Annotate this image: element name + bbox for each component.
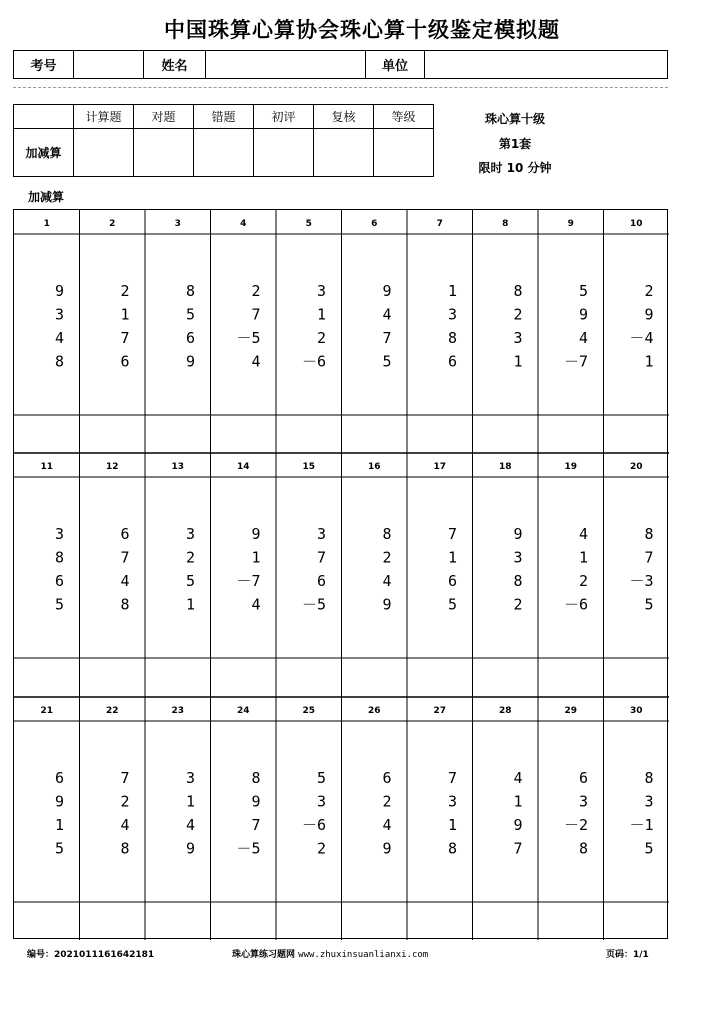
problem-operand: 4 [120,572,130,590]
problem-operand: 1 [578,548,588,567]
answer-cell[interactable] [82,660,144,695]
problem-operand: 9 [513,816,523,834]
problem-operand: 1 [54,816,64,834]
problem-operand: 5 [185,305,195,324]
header-first-review: 初评 [254,105,314,129]
problem-number: 21 [40,706,54,716]
problem-operand: 1 [644,352,654,371]
problem-operand: 2 [644,282,654,300]
problem-operand: －4 [629,329,654,347]
problem-number: 18 [498,462,512,472]
problem-operand: 6 [185,329,195,347]
footer-site [232,947,428,960]
problem-operand: 1 [251,548,261,567]
problem-operand: 9 [382,839,392,858]
cell-correct[interactable] [134,129,194,177]
problem-number: 23 [171,706,185,716]
answer-cell[interactable] [213,417,275,451]
cell-recheck[interactable] [314,129,374,177]
problem-operand: 5 [382,352,392,371]
problem-operand: 5 [447,595,457,614]
answer-cell[interactable] [278,904,340,938]
problem-operand: 8 [644,525,654,543]
problem-operand: 6 [120,525,130,543]
problem-operand: 7 [644,548,654,567]
header-grade: 等级 [374,105,434,129]
exam-no-field[interactable] [74,51,144,78]
problem-operand: 5 [185,572,195,590]
cell-wrong[interactable] [194,129,254,177]
unit-field[interactable] [425,51,667,78]
problem-operand: 7 [513,839,523,858]
problem-operand: 6 [447,572,457,590]
problem-number: 27 [433,706,447,716]
problem-operand: 3 [185,769,195,787]
problem-operand: 3 [447,792,457,811]
problem-operand: 6 [447,352,457,371]
problem-operand: －3 [629,572,654,590]
problem-operand: 1 [185,595,195,614]
problem-number: 6 [371,219,378,229]
answer-cell[interactable] [540,904,602,938]
problem-operand: 5 [54,839,64,858]
answer-cell[interactable] [475,417,537,451]
score-table [13,104,434,177]
cell-first-review[interactable] [254,129,314,177]
cut-line [13,87,668,88]
problem-number: 29 [564,706,578,716]
problem-operand: 1 [447,548,457,567]
problem-operand: 4 [382,305,392,324]
answer-cell[interactable] [82,904,144,938]
problem-operand: －2 [563,816,588,834]
footer-site-url: www.zhuxinsuanlianxi.com [298,950,429,960]
problem-operand: 9 [644,305,654,324]
set-label: 第1套 [498,137,532,151]
answer-cell[interactable] [344,660,406,695]
problem-number: 13 [171,462,185,472]
row-label-add-sub: 加减算 [14,129,74,177]
problem-number: 17 [433,462,447,472]
answer-cell[interactable] [344,417,406,451]
answer-cell[interactable] [213,904,275,938]
problem-operand: 8 [447,329,457,347]
problem-operand: 8 [251,769,261,787]
problem-operand: 4 [578,525,588,543]
problem-number: 9 [567,219,574,229]
problem-operand: 8 [513,572,523,590]
problem-operand: 8 [382,525,392,543]
problem-operand: 8 [447,839,457,858]
problem-operand: 1 [316,305,326,324]
problem-number: 5 [305,219,312,229]
footer-page: 页码：1/1 [606,950,649,960]
page-title: 中国珠算心算协会珠心算十级鉴定模拟题 [164,18,560,42]
answer-cell[interactable] [409,660,471,695]
problem-operand: 2 [251,282,261,300]
problem-operand: 2 [120,792,130,811]
problem-operand: 6 [382,769,392,787]
problem-operand: 9 [54,282,64,300]
problem-operand: 9 [382,282,392,300]
exam-no-label: 考号 [14,51,74,78]
problem-operand: －5 [236,839,261,858]
problem-operand: 2 [382,792,392,811]
problem-operand: －5 [301,595,326,614]
name-field[interactable] [206,51,366,78]
problem-operand: 4 [251,352,261,371]
answer-cell[interactable] [16,417,78,451]
problem-operand: 6 [54,572,64,590]
cell-calc[interactable] [74,129,134,177]
answer-cell[interactable] [475,904,537,938]
answer-cell[interactable] [409,417,471,451]
problem-number: 3 [174,219,181,229]
problem-operand: 3 [54,525,64,543]
problem-operand: －6 [301,816,326,834]
problem-operand: 1 [513,352,523,371]
candidate-info-row [13,50,668,79]
problem-operand: 4 [382,816,392,834]
problem-operand: 9 [54,792,64,811]
header-wrong: 错题 [194,105,254,129]
problem-operand: 4 [513,769,523,787]
problem-operand: 7 [120,769,130,787]
problem-number: 12 [105,462,119,472]
problem-operand: 4 [251,595,261,614]
problem-operand: 4 [120,816,130,834]
answer-cell[interactable] [278,417,340,451]
problem-operand: 5 [578,282,588,300]
problem-operand: 9 [251,525,261,543]
problem-number: 16 [367,462,381,472]
problem-operand: －7 [236,572,261,590]
problem-operand: 7 [447,525,457,543]
problem-operand: 2 [185,548,195,567]
problem-number: 15 [302,462,316,472]
problem-operand: －7 [563,352,588,371]
name-label: 姓名 [144,51,206,78]
problem-operand: 1 [185,792,195,811]
problem-operand: 8 [578,839,588,858]
problem-number: 28 [498,706,512,716]
answer-cell[interactable] [147,660,209,695]
problem-operand: 9 [513,525,523,543]
answer-cell[interactable] [147,904,209,938]
problem-operand: 2 [513,595,523,614]
problem-operand: 5 [644,595,654,614]
problem-number: 14 [236,462,250,472]
problem-operand: 7 [382,329,392,347]
problem-operand: 9 [185,352,195,371]
footer-site-name: 珠心算练习题网 [232,950,296,960]
problem-operand: 7 [251,305,261,324]
problem-number: 25 [302,706,316,716]
problem-grid-svg [14,210,669,940]
problem-number: 1 [43,219,50,229]
problem-operand: 7 [120,548,130,567]
problem-operand: 1 [120,305,130,324]
problem-operand: 9 [382,595,392,614]
problem-operand: 6 [316,572,326,590]
answer-cell[interactable] [606,660,668,695]
answer-cell[interactable] [475,660,537,695]
problem-operand: 1 [513,792,523,811]
problem-operand: 5 [54,595,64,614]
problem-operand: 7 [447,769,457,787]
problem-operand: 9 [251,792,261,811]
header-correct: 对题 [134,105,194,129]
problem-operand: 4 [382,572,392,590]
score-table-corner [14,105,74,129]
problem-operand: 6 [578,769,588,787]
problem-number: 26 [367,706,381,716]
answer-cell[interactable] [344,904,406,938]
problem-operand: 3 [513,329,523,347]
time-limit-label: 限时 10 分钟 [478,161,552,175]
problem-operand: 9 [578,305,588,324]
problem-operand: 3 [316,282,326,300]
problem-operand: 5 [644,839,654,858]
problem-operand: －5 [236,329,261,347]
problem-operand: 3 [578,792,588,811]
problem-operand: 4 [185,816,195,834]
problem-operand: 3 [316,792,326,811]
answer-cell[interactable] [82,417,144,451]
problem-operand: 7 [120,329,130,347]
problem-number: 8 [502,219,509,229]
problem-number: 20 [629,462,643,472]
problem-number: 2 [109,219,116,229]
problem-operand: 8 [120,595,130,614]
problem-operand: 8 [54,548,64,567]
header-calc: 计算题 [74,105,134,129]
problem-operand: 8 [513,282,523,300]
problem-operand: 7 [316,548,326,567]
problem-number: 22 [105,706,119,716]
problem-operand: 3 [513,548,523,567]
answer-cell[interactable] [147,417,209,451]
problem-operand: 8 [54,352,64,371]
answer-cell[interactable] [540,417,602,451]
problem-operand: 3 [54,305,64,324]
problem-operand: 3 [316,525,326,543]
problem-operand: 6 [120,352,130,371]
problem-number: 24 [236,706,250,716]
level-label: 珠心算十级 [484,112,545,126]
problem-grid [13,209,668,939]
footer-serial: 编号：2021011161642181 [27,950,155,960]
problem-operand: 9 [185,839,195,858]
problem-number: 4 [240,219,247,229]
problem-operand: 8 [185,282,195,300]
answer-cell[interactable] [409,904,471,938]
section-label: 加减算 [28,190,65,204]
answer-cell[interactable] [606,904,668,938]
problem-number: 7 [436,219,443,229]
problem-number: 10 [629,219,643,229]
problem-operand: 6 [54,769,64,787]
problem-operand: 2 [120,282,130,300]
answer-cell[interactable] [606,417,668,451]
problem-operand: 8 [644,769,654,787]
answer-cell[interactable] [16,904,78,938]
problem-operand: 4 [578,329,588,347]
problem-operand: －6 [301,352,326,371]
problem-operand: 2 [578,572,588,590]
problem-operand: 2 [316,839,326,858]
problem-number: 19 [564,462,578,472]
problem-operand: 5 [316,769,326,787]
problem-operand: 1 [447,282,457,300]
problem-operand: 3 [185,525,195,543]
problem-operand: 3 [447,305,457,324]
answer-cell[interactable] [540,660,602,695]
problem-number: 11 [40,462,54,472]
cell-grade[interactable] [374,129,434,177]
header-recheck: 复核 [314,105,374,129]
problem-operand: 3 [644,792,654,811]
problem-operand: －1 [629,816,654,834]
problem-operand: 7 [251,816,261,834]
problem-operand: 2 [316,329,326,347]
answer-cell[interactable] [213,660,275,695]
answer-cell[interactable] [278,660,340,695]
answer-cell[interactable] [16,660,78,695]
problem-operand: 2 [513,305,523,324]
problem-operand: 8 [120,839,130,858]
problem-operand: 2 [382,548,392,567]
problem-operand: 1 [447,816,457,834]
problem-number: 30 [629,706,643,716]
problem-operand: 4 [54,329,64,347]
problem-operand: －6 [563,595,588,614]
unit-label: 单位 [366,51,425,78]
